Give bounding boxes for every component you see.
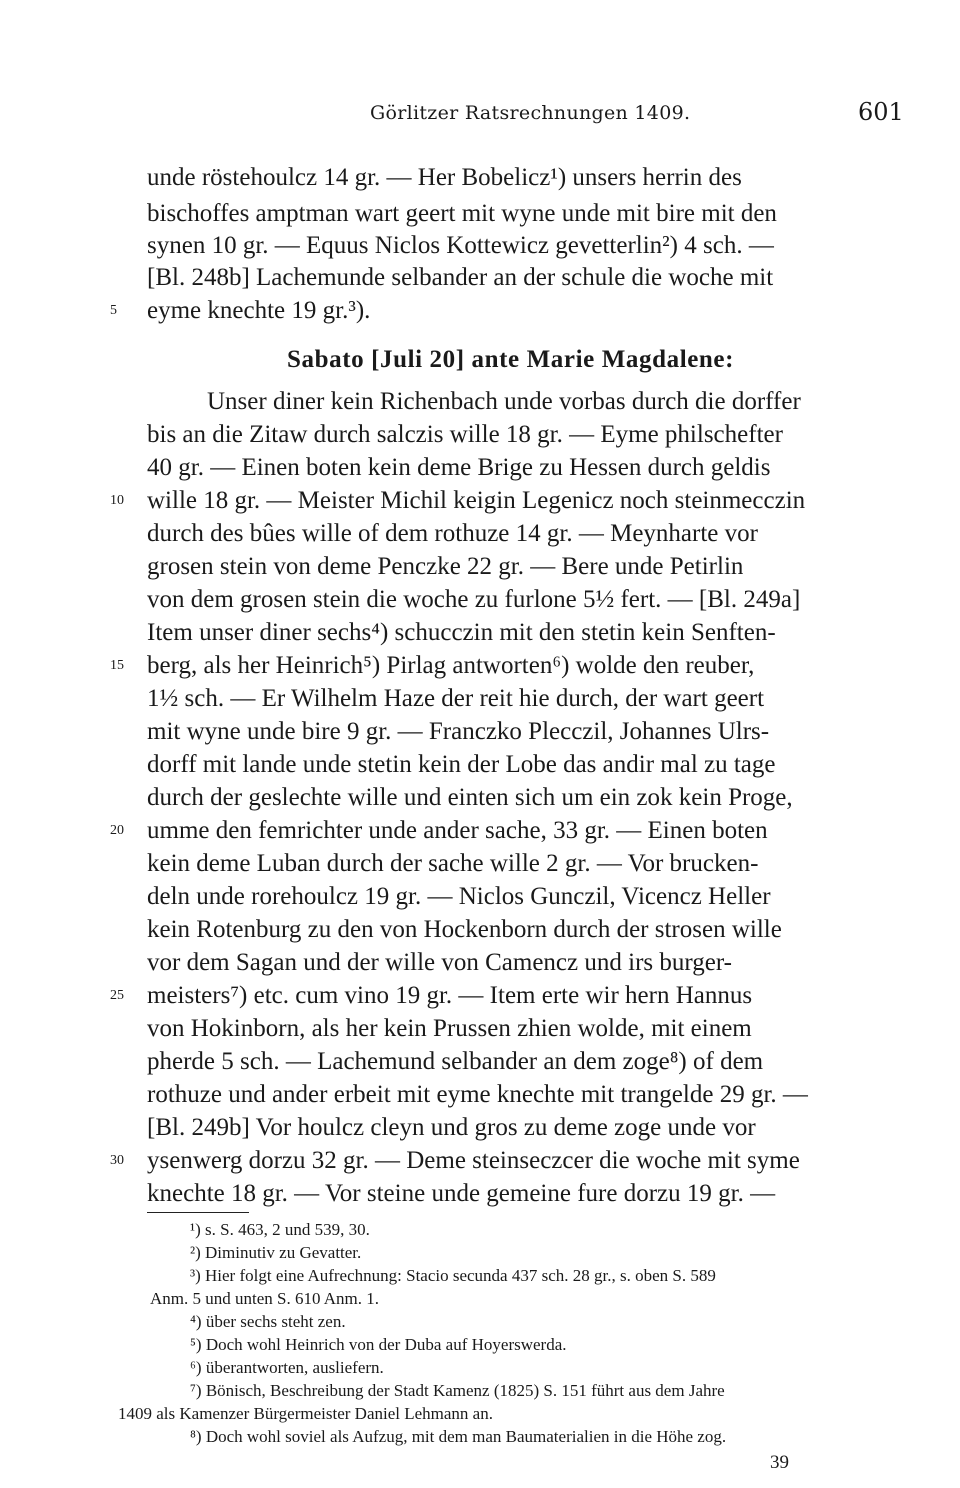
line-number: 5	[110, 303, 117, 318]
text-line: knechte 18 gr. — Vor steine unde gemeine fure dorzu 19 gr. —	[147, 1180, 776, 1207]
line-number: 20	[110, 823, 124, 838]
text-line: deln unde rorehoulcz 19 gr. — Niclos Gunczil, Vicencz Heller	[147, 883, 771, 910]
text-line: Item unser diner sechs⁴) schucczin mit den stetin kein Senften-	[147, 619, 776, 646]
running-title: Görlitzer Ratsrechnungen 1409.	[370, 102, 691, 124]
text-line: vor dem Sagan und der wille von Camencz und irs burger-	[147, 949, 732, 976]
text-line: von Hokinborn, als her kein Prussen zhien wolde, mit einem	[147, 1015, 752, 1042]
text-line: durch der geslechte wille und einten sich um ein zok kein Proge,	[147, 784, 793, 811]
footnote: ⁶) überantworten, ausliefern.	[190, 1358, 384, 1377]
text-line: berg, als her Heinrich⁵) Pirlag antworten⁶) wolde den reuber,	[147, 652, 755, 679]
text-line: kein deme Luban durch der sache wille 2 gr. — Vor brucken-	[147, 850, 759, 877]
footnote: ¹) s. S. 463, 2 und 539, 30.	[190, 1220, 370, 1239]
footnote: ⁷) Bönisch, Beschreibung der Stadt Kamenz (1825) S. 151 führt aus dem Jahre	[190, 1381, 725, 1400]
text-line: ysenwerg dorzu 32 gr. — Deme steinseczcer die woche mit syme	[147, 1147, 800, 1174]
section-heading: Sabato [Juli 20] ante Marie Magdalene:	[287, 346, 735, 373]
footnote: 1409 als Kamenzer Bürgermeister Daniel Lehmann an.	[118, 1404, 493, 1423]
text-line: [Bl. 248b] Lachemunde selbander an der schule die woche mit	[147, 264, 774, 291]
text-line: bischoffes amptman wart geert mit wyne unde mit bire mit den	[147, 200, 777, 227]
text-line: mit wyne unde bire 9 gr. — Franczko Plecczil, Johannes Ulrs-	[147, 718, 770, 745]
text-line: bis an die Zitaw durch salczis wille 18 gr. — Eyme philschefter	[147, 421, 783, 448]
text-line: 1½ sch. — Er Wilhelm Haze der reit hie durch, der wart geert	[147, 685, 765, 712]
line-number: 25	[110, 988, 124, 1003]
footnote: Anm. 5 und unten S. 610 Anm. 1.	[150, 1289, 380, 1308]
footnote: ⁸) Doch wohl soviel als Aufzug, mit dem man Baumaterialien in die Höhe zog.	[190, 1427, 727, 1446]
text-line: [Bl. 249b] Vor houlcz cleyn und gros zu deme zoge unde vor	[147, 1114, 756, 1141]
text-line: synen 10 gr. — Equus Niclos Kottewicz gevetterlin²) 4 sch. —	[147, 232, 774, 259]
footnote: ²) Diminutiv zu Gevatter.	[190, 1243, 362, 1262]
text-line: pherde 5 sch. — Lachemund selbander an dem zoge⁸) of dem	[147, 1048, 764, 1075]
text-line: rothuze und ander erbeit mit eyme knechte mit trangelde 29 gr. —	[147, 1081, 808, 1108]
line-number: 30	[110, 1153, 124, 1168]
text-line: von dem grosen stein die woche zu furlone 5½ fert. — [Bl. 249a]	[147, 586, 801, 613]
footnote-rule	[147, 1212, 249, 1213]
text-line: wille 18 gr. — Meister Michil keigin Legenicz noch steinmecczin	[147, 487, 806, 514]
text-line: 40 gr. — Einen boten kein deme Brige zu Hessen durch geldis	[147, 454, 771, 481]
text-line: unde röstehoulcz 14 gr. — Her Bobelicz¹) unsers herrin des	[147, 164, 742, 191]
page-header	[0, 98, 960, 132]
line-number: 10	[110, 493, 124, 508]
text-line: eyme knechte 19 gr.³).	[147, 297, 371, 324]
line-number: 15	[110, 658, 124, 673]
footnote: ⁴) über sechs steht zen.	[190, 1312, 346, 1331]
text-line: kein Rotenburg zu den von Hockenborn durch der strosen wille	[147, 916, 782, 943]
text-line: dorff mit lande unde stetin kein der Lobe das andir mal zu tage	[147, 751, 776, 778]
signature-mark: 39	[770, 1452, 789, 1473]
text-line: meisters⁷) etc. cum vino 19 gr. — Item erte wir hern Hannus	[147, 982, 753, 1009]
text-line: grosen stein von deme Penczke 22 gr. — Bere unde Petirlin	[147, 553, 744, 580]
footnote: ³) Hier folgt eine Aufrechnung: Stacio secunda 437 sch. 28 gr., s. oben S. 589	[190, 1266, 716, 1285]
text-line: durch des bûes wille of dem rothuze 14 gr. — Meynharte vor	[147, 520, 758, 547]
page-number: 601	[858, 98, 904, 126]
text-line: umme den femrichter unde ander sache, 33 gr. — Einen boten	[147, 817, 768, 844]
text-line: Unser diner kein Richenbach unde vorbas durch die dorffer	[207, 388, 801, 415]
footnote: ⁵) Doch wohl Heinrich von der Duba auf Hoyerswerda.	[190, 1335, 567, 1354]
